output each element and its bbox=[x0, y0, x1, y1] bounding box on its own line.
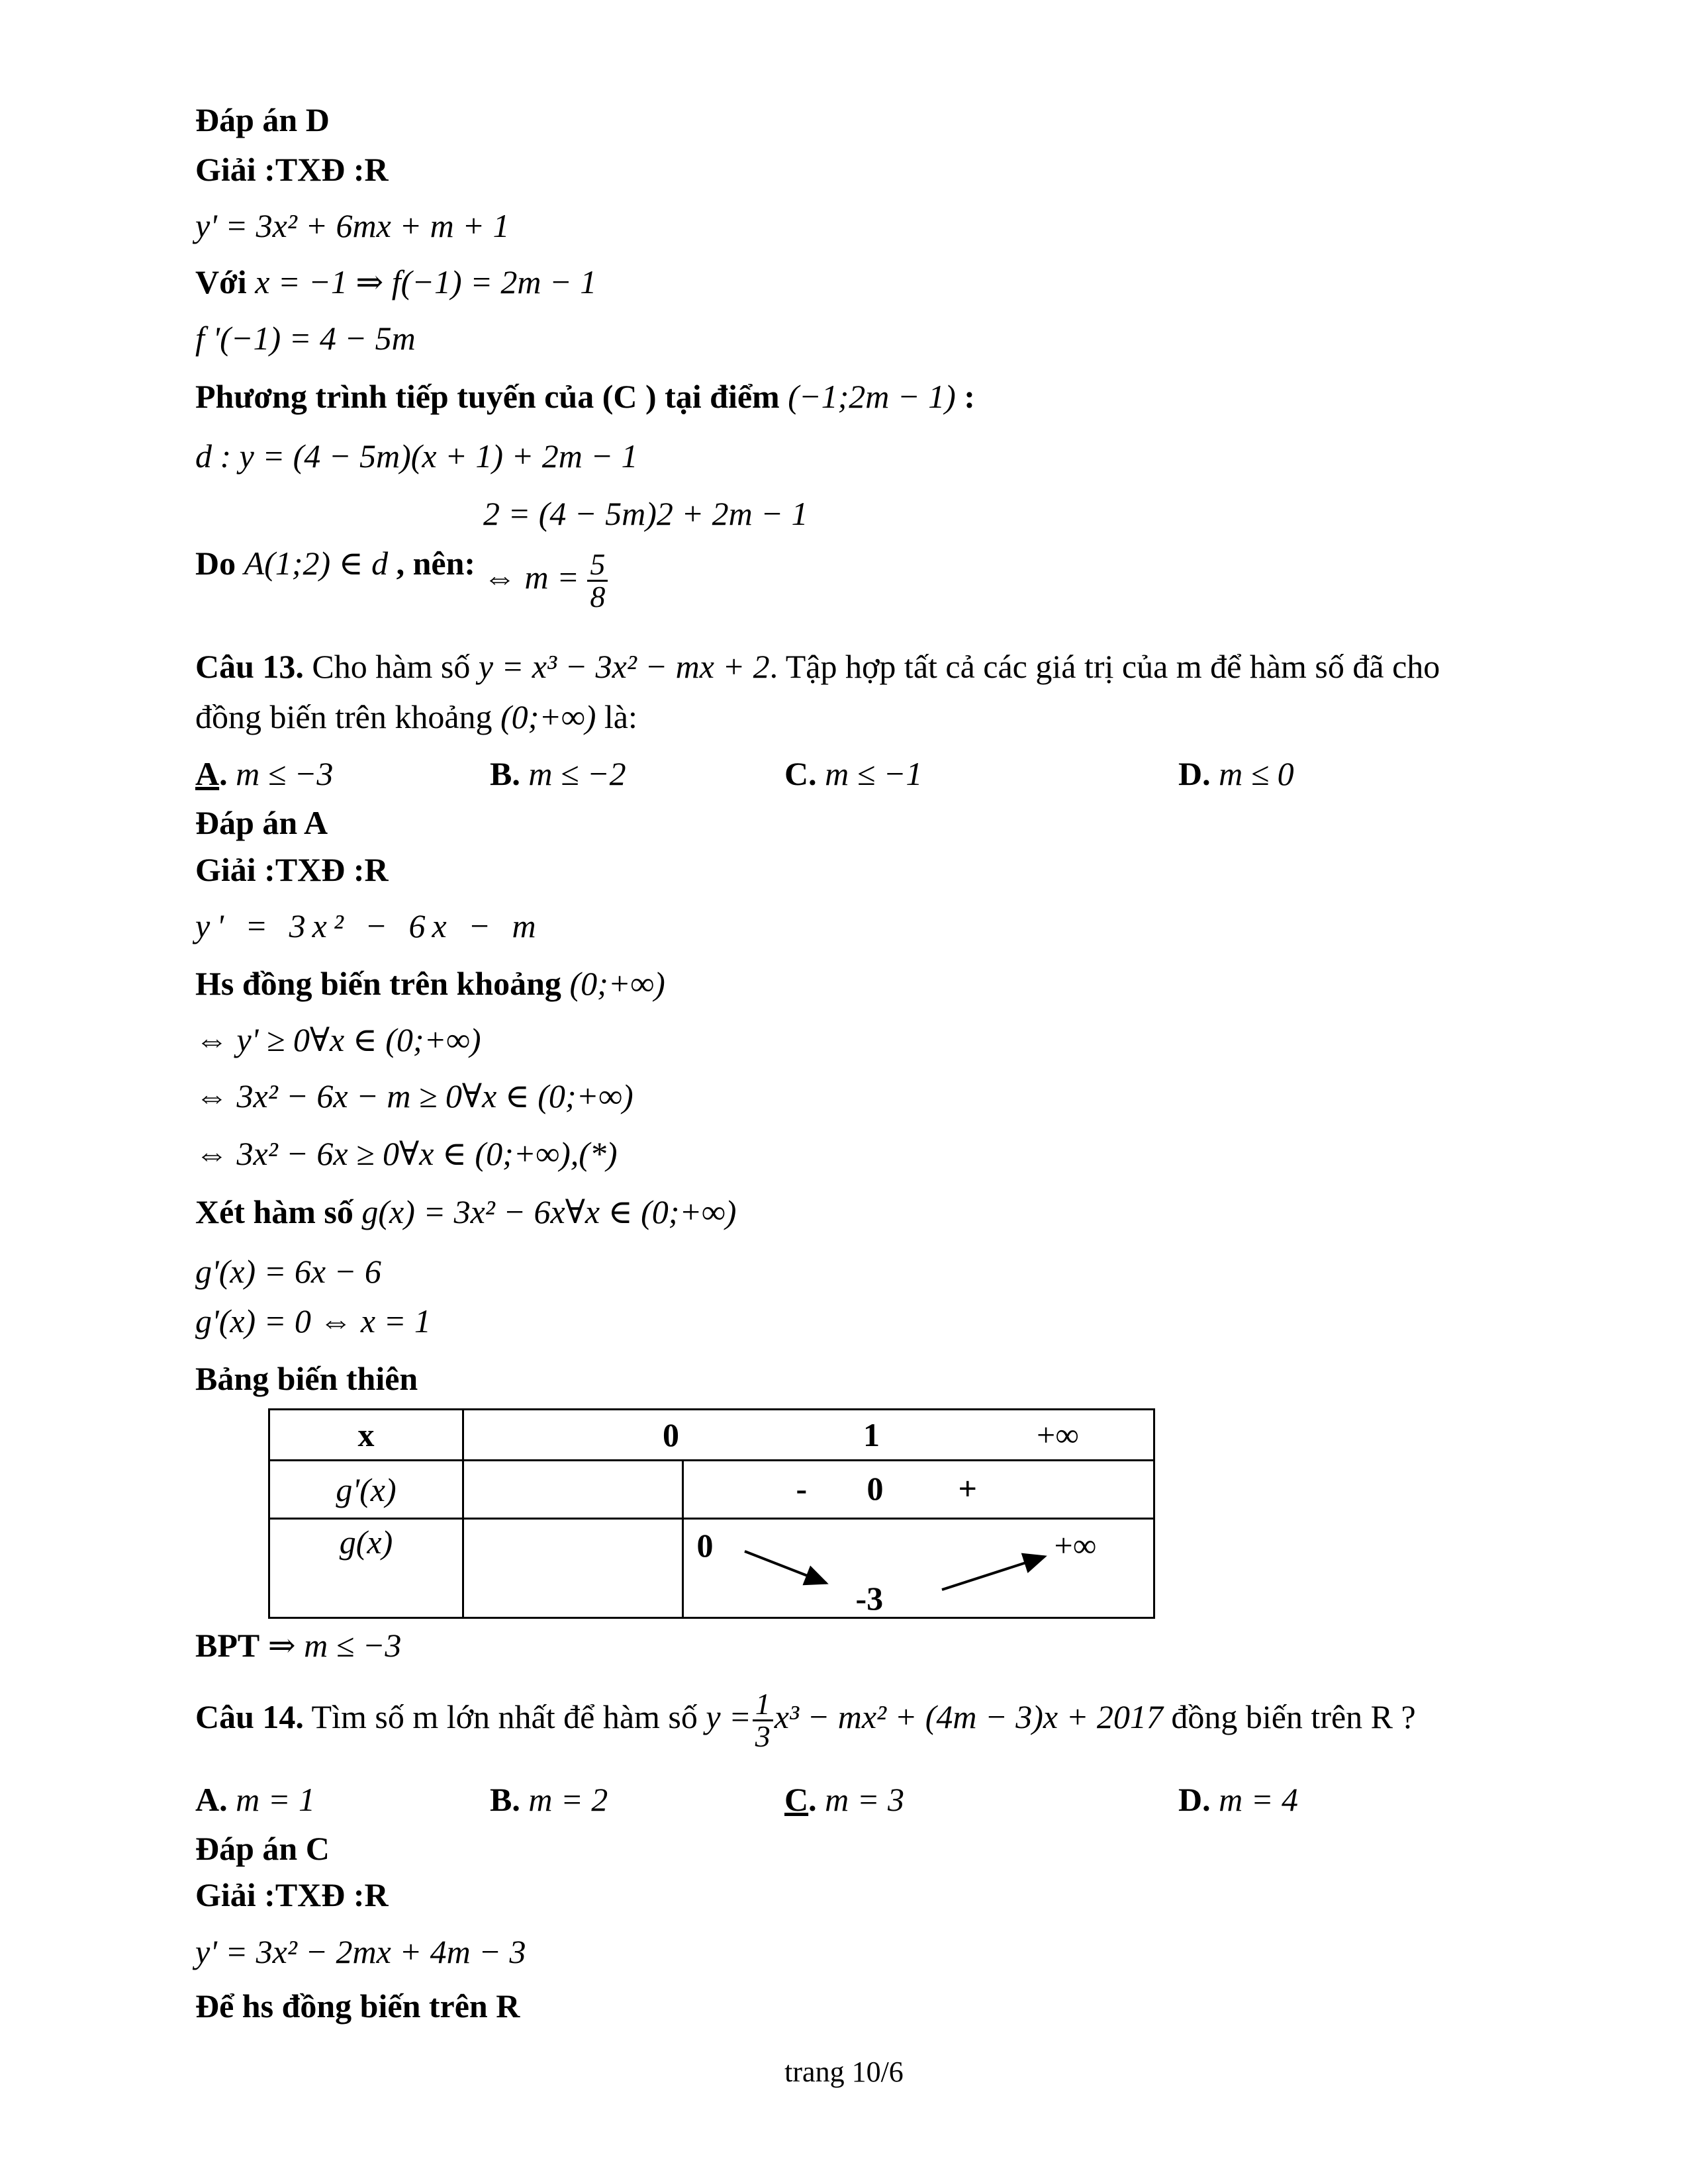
bpt-label: BPT bbox=[195, 1627, 260, 1664]
q14-option-b-value: m = 2 bbox=[528, 1781, 608, 1818]
q14-option-a bbox=[195, 1779, 315, 1820]
q13-function: y = x³ − 3x² − mx + 2 bbox=[478, 648, 770, 685]
table-gprime-empty bbox=[463, 1461, 683, 1519]
table-x-empty bbox=[463, 1410, 683, 1461]
q14-option-c: C. m = 3 bbox=[784, 1781, 904, 1818]
q13-solution-heading: Giải :TXĐ :R bbox=[195, 851, 389, 888]
q13-g-derivative: g'(x) = 6x − 6 bbox=[195, 1253, 381, 1290]
q14-y: y = bbox=[706, 1698, 751, 1735]
q13-option-a-key: A bbox=[195, 755, 220, 792]
tangent-text: Phương trình tiếp tuyến của (C ) tại điểm bbox=[195, 378, 780, 415]
point-in-line: A(1;2) ∈ d bbox=[244, 545, 389, 582]
variation-table bbox=[268, 1408, 1155, 1619]
q13-option-b-key: B. bbox=[490, 755, 520, 792]
q14-text: Tìm số m lớn nhất để hàm số bbox=[311, 1698, 698, 1735]
table-x1: 1 bbox=[863, 1416, 880, 1453]
eval-formula: x = −1 ⇒ f(−1) = 2m − 1 bbox=[255, 263, 597, 300]
q13-option-d-key: D. bbox=[1178, 755, 1211, 792]
table-row-x bbox=[269, 1410, 1154, 1461]
q13-g-root: g'(x) = 0 ⇔ x = 1 bbox=[195, 1302, 431, 1340]
q13-text: Cho hàm số bbox=[312, 648, 471, 685]
q14-fraction bbox=[753, 1689, 773, 1752]
q14-option-d-value: m = 4 bbox=[1219, 1781, 1298, 1818]
q14-option-c-value: m = 3 bbox=[825, 1781, 904, 1818]
table-gprime-plus: + bbox=[958, 1470, 977, 1507]
table-row-g bbox=[269, 1519, 1154, 1618]
table-arrows bbox=[684, 1520, 1147, 1619]
table-x0: 0 bbox=[663, 1416, 679, 1453]
q13-option-a-value: m ≤ −3 bbox=[236, 755, 334, 792]
answer-heading: Đáp án D bbox=[195, 101, 330, 138]
table-g-end: +∞ bbox=[1054, 1527, 1097, 1564]
q13-derivative: y' = 3x² − 6x − m bbox=[195, 907, 543, 944]
q13-interval-text: đồng biến trên khoảng bbox=[195, 698, 492, 735]
page-footer: trang 10/6 bbox=[784, 2056, 904, 2088]
q13-g-function: g(x) = 3x² − 6x∀x ∈ (0;+∞) bbox=[361, 1193, 737, 1230]
table-gprime-label: g'(x) bbox=[269, 1461, 463, 1519]
derivative-formula: y' = 3x² + 6mx + m + 1 bbox=[195, 207, 510, 244]
solution-heading: Giải :TXĐ :R bbox=[195, 151, 389, 188]
q14-derivative: y' = 3x² − 2mx + 4m − 3 bbox=[195, 1933, 526, 1970]
table-g-min: -3 bbox=[855, 1580, 884, 1617]
substitution-equation: 2 = (4 − 5m)2 + 2m − 1 bbox=[483, 495, 808, 532]
tangent-equation: d : y = (4 − 5m)(x + 1) + 2m − 1 bbox=[195, 437, 638, 475]
q13-conclusion bbox=[195, 1625, 401, 1666]
q14-denominator: 3 bbox=[755, 1719, 771, 1753]
q13-option-c-key: C. bbox=[784, 755, 817, 792]
table-row-gprime bbox=[269, 1461, 1154, 1519]
q14-numerator: 1 bbox=[753, 1689, 773, 1721]
question-14 bbox=[195, 1689, 1416, 1752]
m-result bbox=[483, 549, 608, 612]
q13-step-2: ⇔ 3x² − 6x − m ≥ 0∀x ∈ (0;+∞) bbox=[195, 1077, 633, 1115]
q13-condition-interval: (0;+∞) bbox=[569, 965, 665, 1002]
table-gprime-minus: - bbox=[796, 1470, 808, 1507]
do-label: Do bbox=[195, 545, 236, 582]
q13-option-d bbox=[1178, 753, 1294, 794]
with-label: Với bbox=[195, 263, 247, 300]
q14-option-a-value: m = 1 bbox=[236, 1781, 315, 1818]
table-x-values bbox=[663, 1410, 1154, 1461]
tangent-colon: : bbox=[964, 378, 975, 415]
q14-option-b bbox=[490, 1779, 608, 1820]
increase-arrow bbox=[942, 1557, 1045, 1590]
q13-option-d-value: m ≤ 0 bbox=[1219, 755, 1294, 792]
q13-option-b bbox=[490, 753, 626, 794]
do-line bbox=[195, 543, 475, 584]
decrease-arrow bbox=[745, 1551, 826, 1583]
q14-option-b-key: B. bbox=[490, 1781, 520, 1818]
m-denominator: 8 bbox=[590, 580, 606, 614]
m-numerator: 5 bbox=[587, 549, 608, 582]
q14-text-2: đồng biến trên R ? bbox=[1171, 1698, 1416, 1735]
q13-option-b-value: m ≤ −2 bbox=[528, 755, 626, 792]
q14-option-d-key: D. bbox=[1178, 1781, 1211, 1818]
so-label: , nên: bbox=[396, 545, 476, 582]
tangent-heading bbox=[195, 376, 975, 417]
q14-label: Câu 14. bbox=[195, 1698, 304, 1735]
q13-interval: (0;+∞) bbox=[500, 698, 596, 735]
table-g-values bbox=[682, 1519, 1154, 1618]
table-g-start: 0 bbox=[696, 1527, 714, 1564]
q13-step-3: ⇔ 3x² − 6x ≥ 0∀x ∈ (0;+∞),(*) bbox=[195, 1135, 618, 1172]
q13-option-c bbox=[784, 753, 922, 794]
q13-consider-text: Xét hàm số bbox=[195, 1193, 353, 1230]
tangent-point: (−1;2m − 1) bbox=[788, 378, 956, 415]
q13-step-1: ⇔ y' ≥ 0∀x ∈ (0;+∞) bbox=[195, 1021, 481, 1058]
table-gprime-zero: 0 bbox=[867, 1470, 884, 1507]
eval-line bbox=[195, 261, 596, 302]
table-gprime-values bbox=[682, 1461, 1154, 1519]
q14-solution-heading: Giải :TXĐ :R bbox=[195, 1876, 389, 1913]
table-g-empty bbox=[463, 1519, 683, 1618]
m-fraction bbox=[587, 549, 608, 612]
table-xinf: +∞ bbox=[1037, 1416, 1079, 1453]
table-x-label: x bbox=[269, 1410, 463, 1461]
q13-option-c-value: m ≤ −1 bbox=[825, 755, 923, 792]
q14-option-d bbox=[1178, 1779, 1298, 1820]
q13-label: Câu 13. bbox=[195, 648, 304, 685]
q14-option-a-key: A. bbox=[195, 1781, 228, 1818]
q13-consider bbox=[195, 1191, 736, 1232]
table-g-label: g(x) bbox=[269, 1519, 463, 1618]
question-13-line2 bbox=[195, 696, 637, 737]
q13-answer: Đáp án A bbox=[195, 804, 328, 841]
question-13 bbox=[195, 646, 1440, 687]
q13-text-2: . Tập hợp tất cả các giá trị của m để hàm số đã cho bbox=[769, 648, 1440, 685]
q14-option-c-key: C bbox=[784, 1781, 809, 1818]
q13-condition bbox=[195, 963, 665, 1004]
q13-condition-text: Hs đồng biến trên khoảng bbox=[195, 965, 561, 1002]
bpt-result: ⇒ m ≤ −3 bbox=[267, 1627, 402, 1664]
q14-function: x³ − mx² + (4m − 3)x + 2017 bbox=[774, 1698, 1163, 1735]
q13-option-a: A. m ≤ −3 bbox=[195, 755, 334, 792]
q13-la: là: bbox=[604, 698, 637, 735]
variation-table-title: Bảng biến thiên bbox=[195, 1360, 418, 1397]
q14-answer: Đáp án C bbox=[195, 1830, 330, 1867]
m-equals: ⇔ m = bbox=[483, 558, 579, 596]
fprime-value: f '(−1) = 4 − 5m bbox=[195, 320, 416, 357]
q14-condition: Để hs đồng biến trên R bbox=[195, 1987, 520, 2025]
